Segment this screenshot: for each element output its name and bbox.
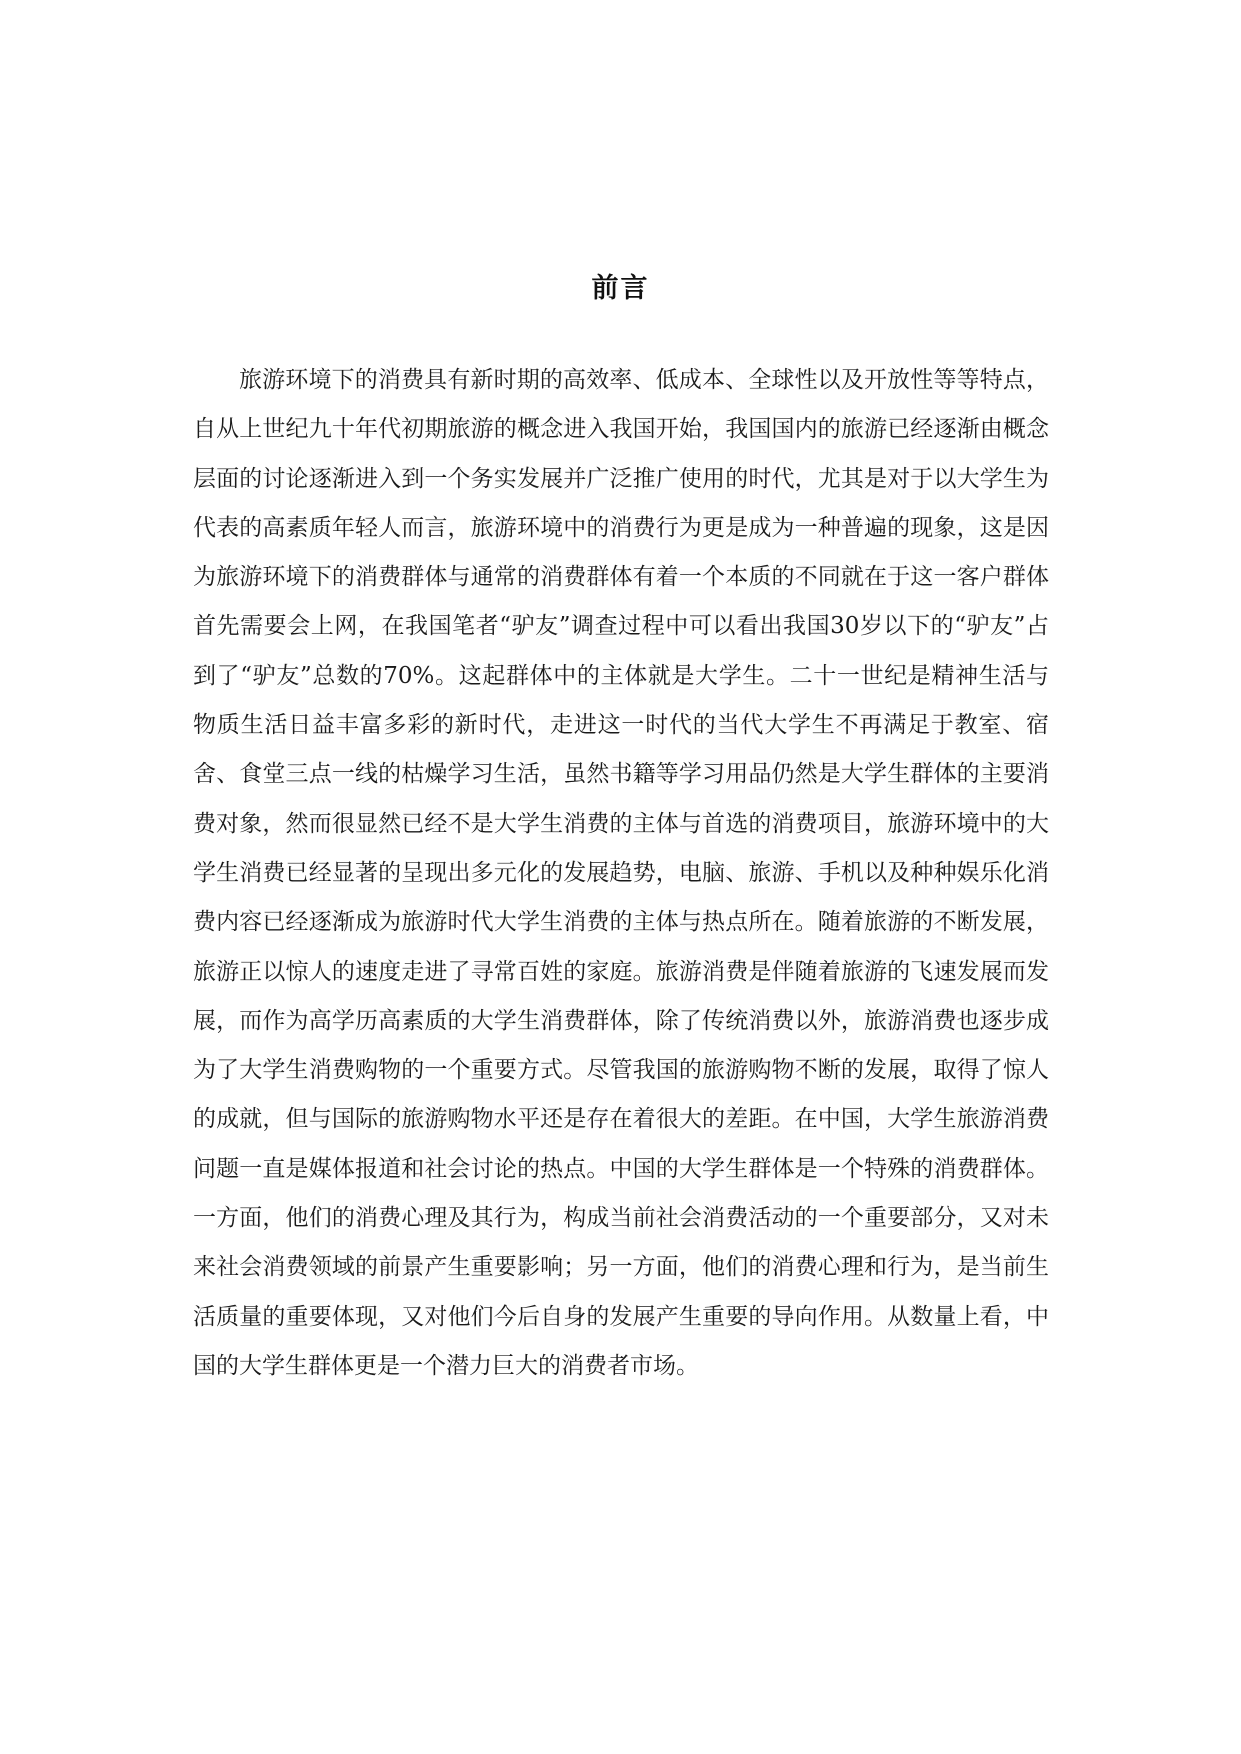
body-paragraph: 旅游环境下的消费具有新时期的高效率、低成本、全球性以及开放性等等特点，自从上世纪九十年代初期旅游的概念进入我国开始，我国国内的旅游已经逐渐由概念层面的讨论逐渐进入到一个务实发展并广泛推广使用的时代，尤其是对于以大学生为代表的高素质年轻人而言，旅游环境中的消费行为更是成为一种普遍的现象，这是因为旅游环境下的消费群体与通常的消费群体有着一个本质的不同就在于这一客户群体首先需要会上网，在我国笔者“驴友”调查过程中可以看出我国30岁以下的“驴友”占到了“驴友”总数的70%。这起群体中的主体就是大学生。二十一世纪是精神生活与物质生活日益丰富多彩的新时代，走进这一时代的当代大学生不再满足于教室、宿舍、食堂三点一线的枯燥学习生活，虽然书籍等学习用品仍然是大学生群体的主要消费对象，然而很显然已经不是大学生消费的主体与首选的消费项目，旅游环境中的大学生消费已经显著的呈现出多元化的发展趋势，电脑、旅游、手机以及种种娱乐化消费内容已经逐渐成为旅游时代大学生消费的主体与热点所在。随着旅游的不断发展，旅游正以惊人的速度走进了寻常百姓的家庭。旅游消费是伴随着旅游的飞速发展而发展，而作为高学历高素质的大学生消费群体，除了传统消费以外，旅游消费也逐步成为了大学生消费购物的一个重要方式。尽管我国的旅游购物不断的发展，取得了惊人的成就，但与国际的旅游购物水平还是存在着很大的差距。在中国，大学生旅游消费问题一直是媒体报道和社会讨论的热点。中国的大学生群体是一个特殊的消费群体。一方面，他们的消费心理及其行为，构成当前社会消费活动的一个重要部分，又对未来社会消费领域的前景产生重要影响；另一方面，他们的消费心理和行为，是当前生活质量的重要体现，又对他们今后自身的发展产生重要的导向作用。从数量上看，中国的大学生群体更是一个潜力巨大的消费者市场。 — [193, 367, 1049, 1379]
page-title: 前言 — [591, 273, 650, 304]
